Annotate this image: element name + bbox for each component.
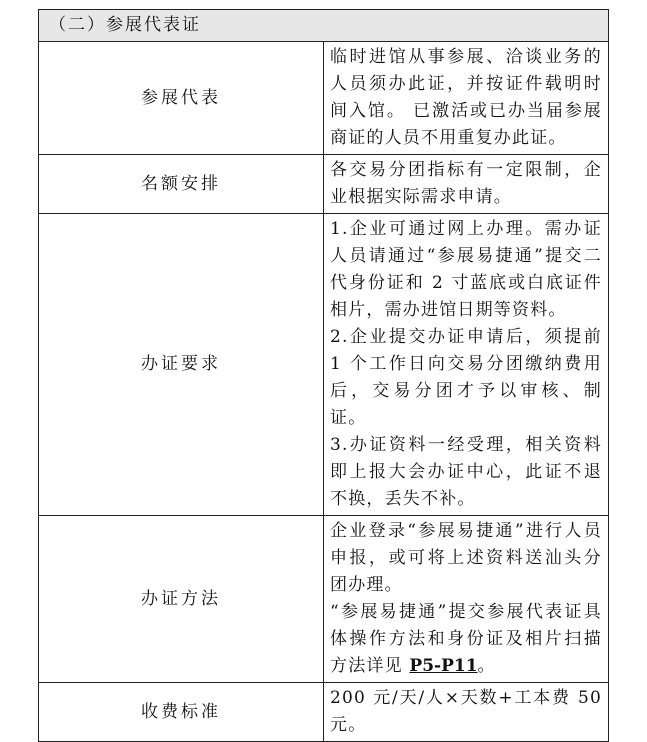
row-content-requirements bbox=[324, 214, 609, 516]
row-content-fee bbox=[324, 683, 609, 742]
content-paragraph: 各交易分团指标有一定限制，企业根据实际需求申请。 bbox=[330, 160, 602, 207]
section-title: （二）参展代表证 bbox=[39, 10, 609, 42]
method-text-suffix: 。 bbox=[477, 656, 496, 676]
table-row bbox=[39, 42, 609, 155]
row-label-quota: 名额安排 bbox=[39, 155, 324, 214]
document-page bbox=[38, 9, 609, 742]
page-reference-link[interactable]: P5-P11 bbox=[409, 656, 478, 676]
table-row bbox=[39, 214, 609, 516]
content-paragraph: 临时进馆从事参展、洽谈业务的人员须办此证，并按证件载明时间入馆。 已激活或已办当届参展商证的人员不用重复办此证。 bbox=[330, 47, 602, 148]
content-paragraph bbox=[330, 599, 602, 680]
table-row bbox=[39, 155, 609, 214]
table-row bbox=[39, 516, 609, 683]
row-content-quota bbox=[324, 155, 609, 214]
row-content-method bbox=[324, 516, 609, 683]
row-label-method: 办证方法 bbox=[39, 516, 324, 683]
content-paragraph: 1.企业可通过网上办理。需办证人员请通过“参展易捷通”提交二代身份证和 2 寸蓝底或白底证件相片，需办进馆日期等资料。 bbox=[330, 219, 602, 320]
row-label-fee: 收费标准 bbox=[39, 683, 324, 742]
row-content-participant bbox=[324, 42, 609, 155]
table-header-row bbox=[39, 10, 609, 42]
table-row bbox=[39, 683, 609, 742]
content-paragraph: 企业登录“参展易捷通”进行人员申报，或可将上述资料送汕头分团办理。 bbox=[330, 521, 602, 595]
content-paragraph: 2.企业提交办证申请后，须提前 1 个工作日向交易分团缴纳费用后，交易分团才予以审核、制证。 bbox=[330, 327, 602, 428]
content-paragraph: 200 元/天/人×天数+工本费 50 元。 bbox=[330, 688, 602, 735]
content-paragraph: 3.办证资料一经受理，相关资料即上报大会办证中心，此证不退不换，丢失不补。 bbox=[330, 435, 602, 509]
row-label-participant: 参展代表 bbox=[39, 42, 324, 155]
method-text: “参展易捷通”提交参展代表证具体操作方法和身份证及相片扫描方法详见 bbox=[330, 602, 602, 676]
row-label-requirements: 办证要求 bbox=[39, 214, 324, 516]
badge-info-table bbox=[38, 9, 609, 742]
